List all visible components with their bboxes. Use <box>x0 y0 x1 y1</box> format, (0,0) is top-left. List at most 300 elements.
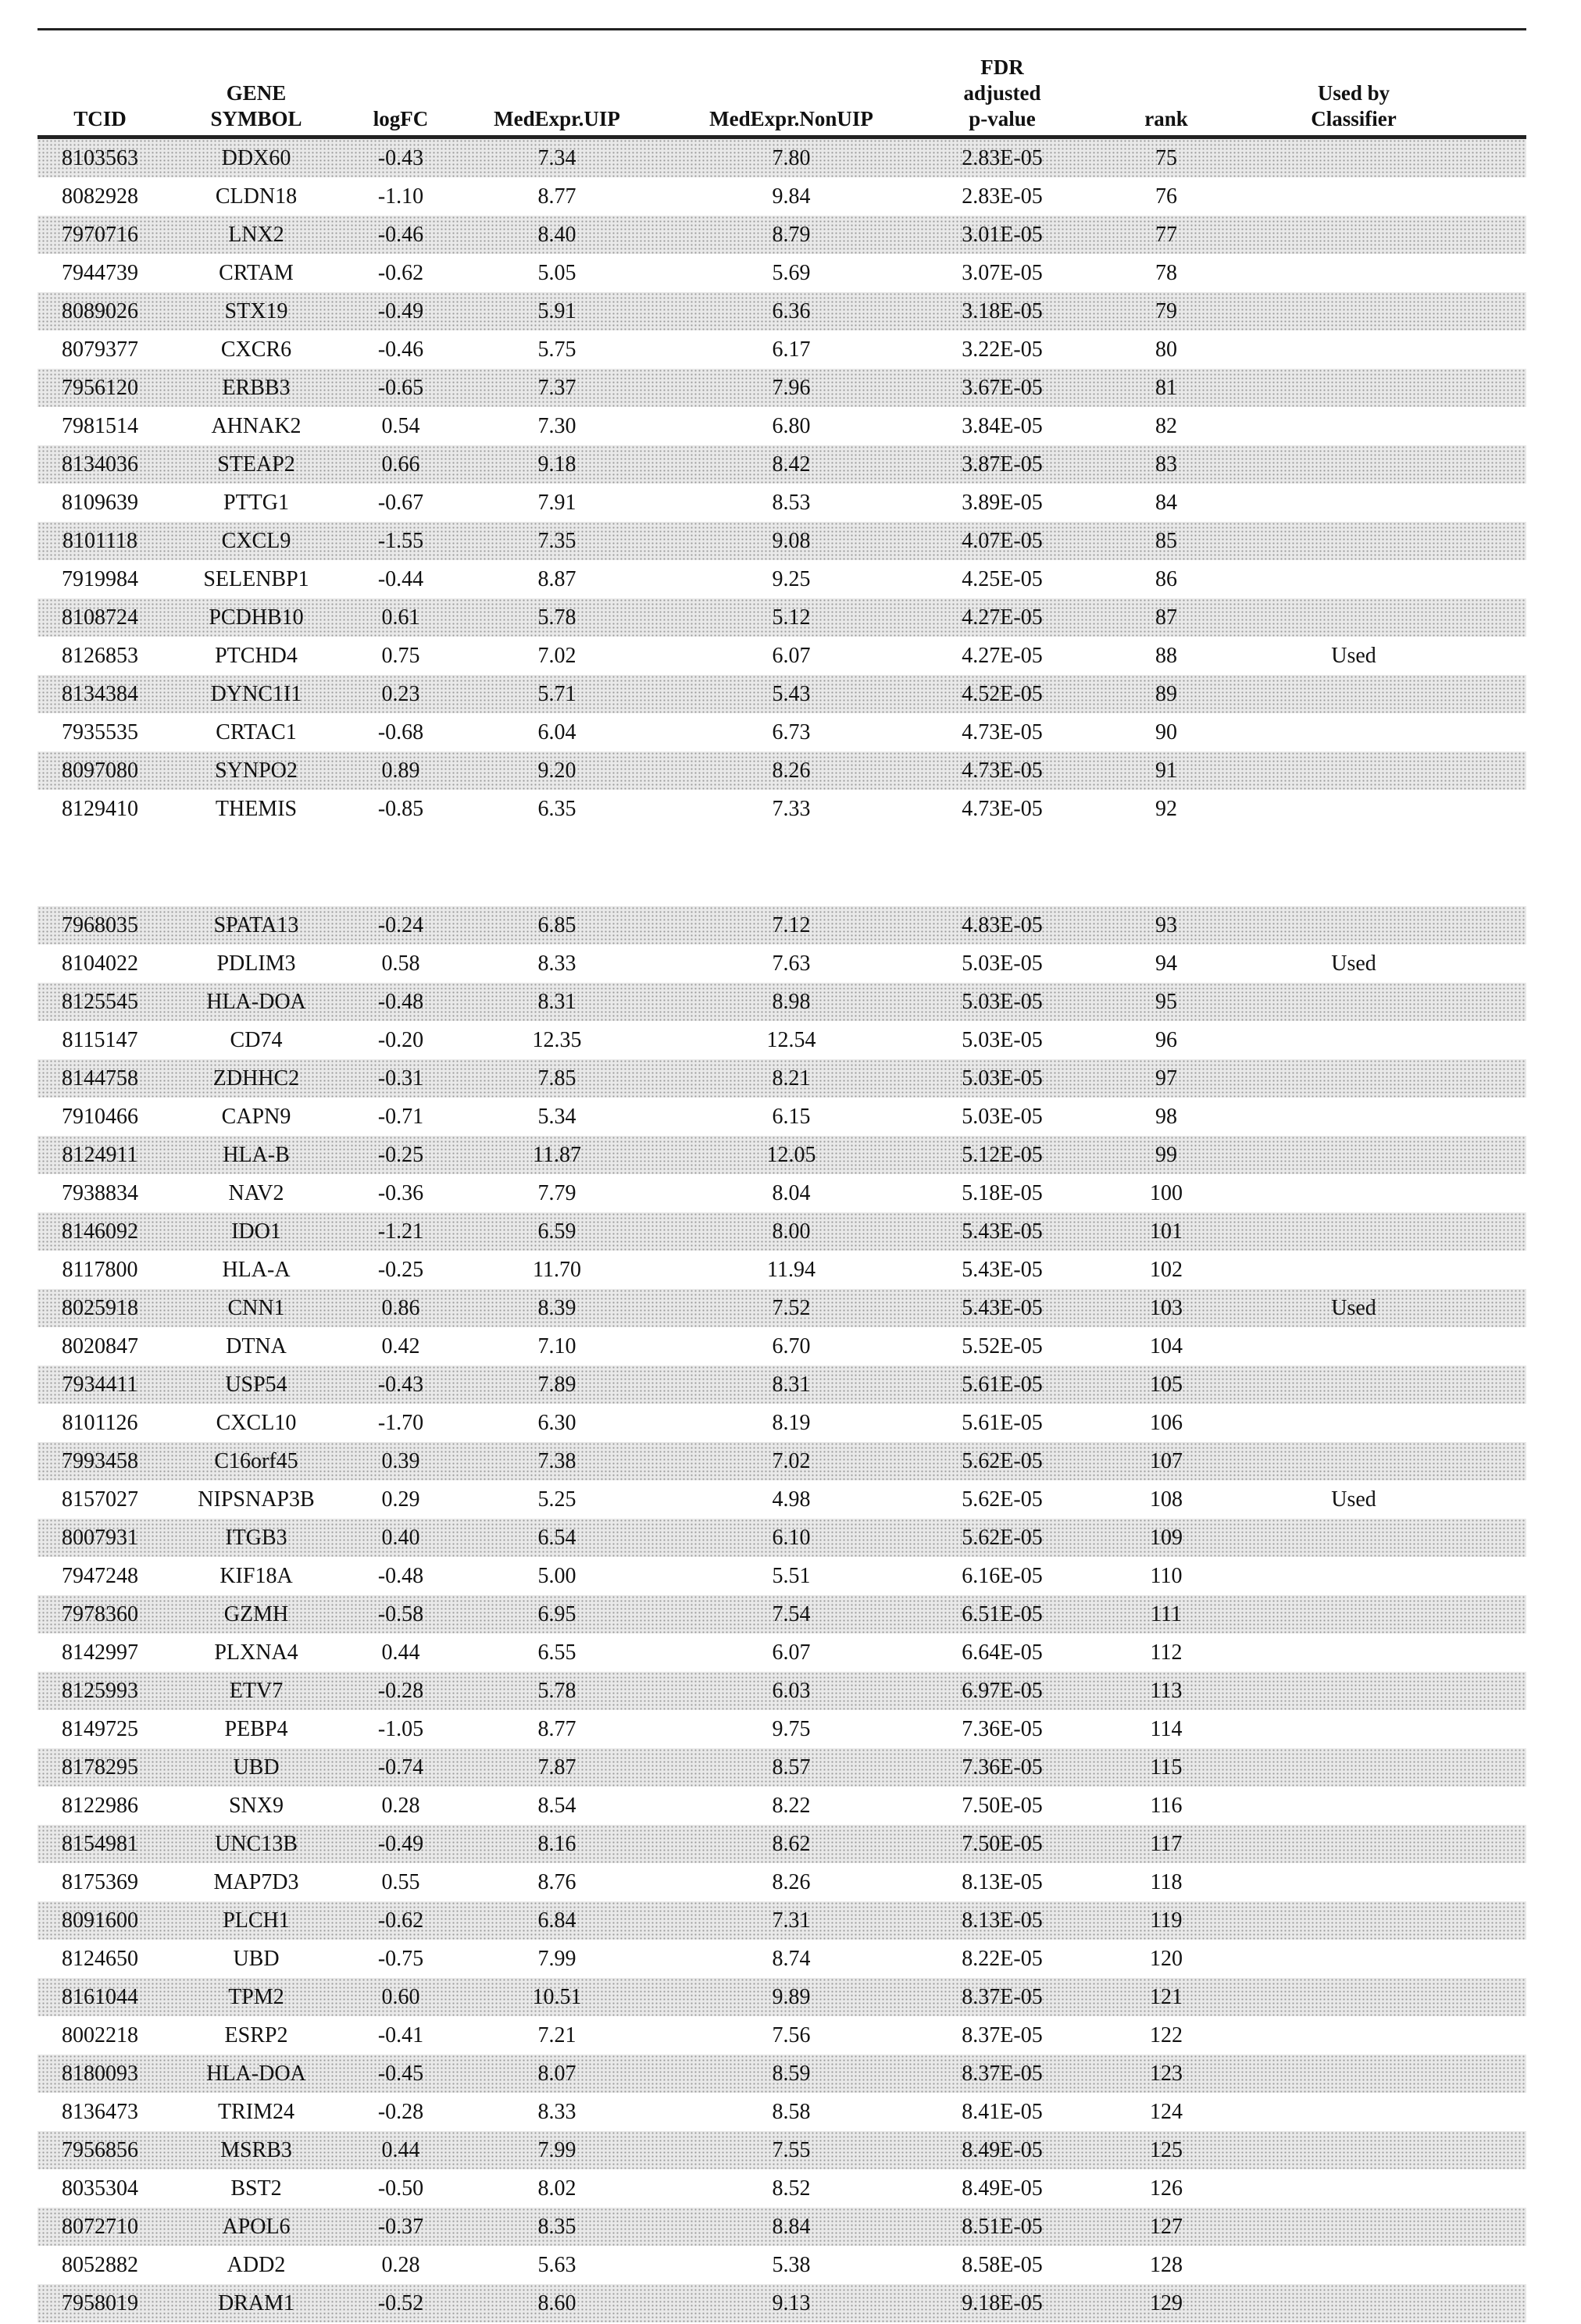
cell-logfc: -0.50 <box>377 2176 424 2201</box>
cell-tcid: 8104022 <box>62 951 138 976</box>
cell-medexpr-nonuip: 5.51 <box>772 1563 811 1588</box>
cell-logfc: 0.40 <box>381 1525 420 1550</box>
table-row <box>37 254 1526 292</box>
cell-tcid: 8091600 <box>62 1908 138 1933</box>
cell-used-by-classifier: Used <box>1331 951 1376 976</box>
cell-tcid: 7970716 <box>62 222 138 247</box>
cell-fdr-pvalue: 4.27E-05 <box>962 605 1043 630</box>
cell-medexpr-uip: 5.75 <box>537 337 576 362</box>
cell-fdr-pvalue: 8.49E-05 <box>962 2137 1043 2162</box>
cell-medexpr-uip: 6.30 <box>537 1410 576 1435</box>
table-row <box>37 1595 1526 1633</box>
header-tcid <box>37 106 162 132</box>
cell-gene-symbol: ADD2 <box>227 2252 286 2277</box>
cell-logfc: -0.28 <box>377 2099 424 2124</box>
cell-logfc: 0.61 <box>381 605 420 630</box>
table-row <box>37 2169 1526 2208</box>
cell-fdr-pvalue: 5.43E-05 <box>962 1295 1043 1320</box>
cell-fdr-pvalue: 6.97E-05 <box>962 1678 1043 1703</box>
cell-logfc: -1.10 <box>377 184 424 209</box>
cell-tcid: 8134384 <box>62 681 138 706</box>
cell-fdr-pvalue: 4.73E-05 <box>962 758 1043 783</box>
cell-fdr-pvalue: 5.03E-05 <box>962 1066 1043 1091</box>
cell-gene-symbol: CLDN18 <box>215 184 298 209</box>
cell-gene-symbol: UBD <box>233 1755 280 1780</box>
cell-tcid: 8115147 <box>62 1027 138 1052</box>
cell-gene-symbol: CXCR6 <box>220 337 292 362</box>
cell-tcid: 8157027 <box>62 1487 138 1512</box>
cell-rank: 127 <box>1150 2214 1183 2239</box>
cell-logfc: -0.43 <box>377 1372 424 1397</box>
cell-fdr-pvalue: 5.61E-05 <box>962 1372 1043 1397</box>
cell-rank: 97 <box>1155 1066 1177 1091</box>
cell-gene-symbol: USP54 <box>225 1372 287 1397</box>
cell-fdr-pvalue: 2.83E-05 <box>962 145 1043 170</box>
cell-rank: 123 <box>1150 2061 1183 2086</box>
cell-tcid: 8108724 <box>62 605 138 630</box>
cell-medexpr-nonuip: 8.22 <box>772 1793 811 1818</box>
cell-gene-symbol: IDO1 <box>231 1219 281 1244</box>
cell-medexpr-uip: 7.99 <box>537 2137 576 2162</box>
cell-medexpr-nonuip: 7.63 <box>772 951 811 976</box>
cell-gene-symbol: HLA-DOA <box>206 2061 306 2086</box>
table-row <box>37 675 1526 713</box>
cell-medexpr-nonuip: 6.73 <box>772 719 811 744</box>
cell-logfc: -0.41 <box>377 2022 424 2047</box>
cell-medexpr-uip: 8.54 <box>537 1793 576 1818</box>
cell-rank: 81 <box>1155 375 1177 400</box>
cell-rank: 110 <box>1150 1563 1183 1588</box>
cell-logfc: -0.25 <box>377 1142 424 1167</box>
cell-fdr-pvalue: 4.07E-05 <box>962 528 1043 553</box>
cell-tcid: 8089026 <box>62 298 138 323</box>
table-row <box>37 1174 1526 1212</box>
table-row <box>37 484 1526 522</box>
cell-logfc: 0.60 <box>381 1984 420 2009</box>
cell-fdr-pvalue: 4.73E-05 <box>962 796 1043 821</box>
header-logfc <box>350 106 451 132</box>
cell-logfc: -0.68 <box>377 719 424 744</box>
table-row <box>37 1978 1526 2016</box>
cell-medexpr-nonuip: 8.31 <box>772 1372 811 1397</box>
table-row <box>37 560 1526 598</box>
cell-gene-symbol: DTNA <box>226 1333 287 1358</box>
header-line: TCID <box>73 107 127 130</box>
cell-medexpr-nonuip: 9.08 <box>772 528 811 553</box>
cell-medexpr-uip: 8.87 <box>537 566 576 591</box>
cell-logfc: -0.74 <box>377 1755 424 1780</box>
table-gap <box>37 828 1526 906</box>
cell-fdr-pvalue: 3.84E-05 <box>962 413 1043 438</box>
cell-medexpr-uip: 7.38 <box>537 1448 576 1473</box>
cell-tcid: 7947248 <box>62 1563 138 1588</box>
table-row <box>37 637 1526 675</box>
cell-fdr-pvalue: 4.73E-05 <box>962 719 1043 744</box>
table-body-block-1 <box>37 139 1526 828</box>
cell-medexpr-uip: 5.71 <box>537 681 576 706</box>
cell-logfc: -0.37 <box>377 2214 424 2239</box>
cell-tcid: 8082928 <box>62 184 138 209</box>
cell-fdr-pvalue: 8.22E-05 <box>962 1946 1043 1971</box>
cell-fdr-pvalue: 3.67E-05 <box>962 375 1043 400</box>
cell-logfc: -0.28 <box>377 1678 424 1703</box>
cell-medexpr-uip: 11.70 <box>533 1257 581 1282</box>
table-row <box>37 1940 1526 1978</box>
cell-logfc: -0.58 <box>377 1601 424 1626</box>
cell-tcid: 8117800 <box>62 1257 138 1282</box>
cell-tcid: 8178295 <box>62 1755 138 1780</box>
cell-medexpr-nonuip: 7.52 <box>772 1295 811 1320</box>
cell-fdr-pvalue: 8.37E-05 <box>962 2022 1043 2047</box>
cell-gene-symbol: UNC13B <box>215 1831 298 1856</box>
cell-gene-symbol: PLXNA4 <box>214 1640 298 1665</box>
header-rank <box>1084 106 1248 132</box>
cell-tcid: 7910466 <box>62 1104 138 1129</box>
cell-medexpr-uip: 6.84 <box>537 1908 576 1933</box>
cell-medexpr-uip: 5.34 <box>537 1104 576 1129</box>
cell-gene-symbol: GZMH <box>223 1601 289 1626</box>
cell-medexpr-nonuip: 7.12 <box>772 912 811 937</box>
cell-gene-symbol: KIF18A <box>219 1563 293 1588</box>
table-row <box>37 1633 1526 1672</box>
table-row <box>37 1519 1526 1557</box>
cell-fdr-pvalue: 8.49E-05 <box>962 2176 1043 2201</box>
cell-logfc: 0.44 <box>381 1640 420 1665</box>
cell-fdr-pvalue: 7.50E-05 <box>962 1793 1043 1818</box>
cell-medexpr-uip: 7.99 <box>537 1946 576 1971</box>
cell-tcid: 8079377 <box>62 337 138 362</box>
cell-medexpr-nonuip: 9.75 <box>772 1716 811 1741</box>
table-row <box>37 1787 1526 1825</box>
cell-tcid: 8101118 <box>62 528 137 553</box>
cell-medexpr-uip: 8.60 <box>537 2290 576 2315</box>
cell-rank: 100 <box>1150 1180 1183 1205</box>
cell-fdr-pvalue: 3.07E-05 <box>962 260 1043 285</box>
cell-gene-symbol: DRAM1 <box>217 2290 294 2315</box>
cell-fdr-pvalue: 6.51E-05 <box>962 1601 1043 1626</box>
cell-rank: 83 <box>1155 452 1177 477</box>
cell-fdr-pvalue: 8.51E-05 <box>962 2214 1043 2239</box>
cell-rank: 90 <box>1155 719 1177 744</box>
cell-tcid: 8146092 <box>62 1219 138 1244</box>
cell-medexpr-nonuip: 5.38 <box>772 2252 811 2277</box>
cell-tcid: 8144758 <box>62 1066 138 1091</box>
cell-gene-symbol: THEMIS <box>215 796 298 821</box>
cell-medexpr-nonuip: 6.10 <box>772 1525 811 1550</box>
cell-fdr-pvalue: 5.03E-05 <box>962 1104 1043 1129</box>
cell-logfc: 0.42 <box>381 1333 420 1358</box>
header-line: FDR <box>980 55 1024 79</box>
cell-medexpr-uip: 12.35 <box>532 1027 582 1052</box>
cell-fdr-pvalue: 8.13E-05 <box>962 1908 1043 1933</box>
header-medexpr-uip <box>451 106 662 132</box>
cell-medexpr-nonuip: 6.07 <box>772 643 811 668</box>
cell-gene-symbol: HLA-DOA <box>206 989 306 1014</box>
cell-rank: 101 <box>1150 1219 1183 1244</box>
cell-gene-symbol: C16orf45 <box>214 1448 298 1473</box>
cell-logfc: -0.49 <box>377 298 424 323</box>
table-row <box>37 1404 1526 1442</box>
cell-gene-symbol: HLA-A <box>222 1257 291 1282</box>
cell-tcid: 8124650 <box>62 1946 138 1971</box>
cell-medexpr-uip: 5.05 <box>537 260 576 285</box>
cell-medexpr-nonuip: 4.98 <box>772 1487 811 1512</box>
cell-logfc: 0.39 <box>381 1448 420 1473</box>
cell-logfc: -1.05 <box>377 1716 424 1741</box>
header-line: Used by <box>1317 81 1390 105</box>
cell-medexpr-uip: 8.77 <box>537 1716 576 1741</box>
table-row <box>37 906 1526 944</box>
cell-medexpr-uip: 9.20 <box>537 758 576 783</box>
cell-medexpr-uip: 8.33 <box>537 2099 576 2124</box>
cell-rank: 77 <box>1155 222 1177 247</box>
header-fdr-pvalue <box>920 55 1084 132</box>
cell-logfc: -0.62 <box>377 1908 424 1933</box>
cell-gene-symbol: SELENBP1 <box>203 566 309 591</box>
cell-medexpr-uip: 6.54 <box>537 1525 576 1550</box>
cell-medexpr-nonuip: 8.74 <box>772 1946 811 1971</box>
cell-medexpr-uip: 8.07 <box>537 2061 576 2086</box>
cell-fdr-pvalue: 3.01E-05 <box>962 222 1043 247</box>
cell-fdr-pvalue: 4.25E-05 <box>962 566 1043 591</box>
cell-fdr-pvalue: 5.62E-05 <box>962 1525 1043 1550</box>
cell-gene-symbol: SNX9 <box>228 1793 284 1818</box>
cell-medexpr-nonuip: 6.15 <box>772 1104 811 1129</box>
cell-rank: 117 <box>1150 1831 1183 1856</box>
cell-logfc: -0.46 <box>377 222 424 247</box>
cell-tcid: 7978360 <box>62 1601 138 1626</box>
cell-rank: 82 <box>1155 413 1177 438</box>
cell-gene-symbol: PTCHD4 <box>215 643 298 668</box>
cell-fdr-pvalue: 3.87E-05 <box>962 452 1043 477</box>
table-row <box>37 1098 1526 1136</box>
cell-medexpr-uip: 8.35 <box>537 2214 576 2239</box>
cell-rank: 113 <box>1150 1678 1183 1703</box>
table-row <box>37 2016 1526 2054</box>
table-row <box>37 2208 1526 2246</box>
cell-rank: 111 <box>1151 1601 1182 1626</box>
cell-logfc: 0.66 <box>381 452 420 477</box>
cell-rank: 118 <box>1150 1869 1183 1894</box>
cell-medexpr-nonuip: 7.02 <box>772 1448 811 1473</box>
cell-fdr-pvalue: 5.03E-05 <box>962 989 1043 1014</box>
cell-gene-symbol: TRIM24 <box>218 2099 294 2124</box>
cell-medexpr-nonuip: 9.89 <box>772 1984 811 2009</box>
cell-medexpr-nonuip: 11.94 <box>767 1257 815 1282</box>
cell-medexpr-uip: 7.79 <box>537 1180 576 1205</box>
header-medexpr-nonuip <box>662 106 920 132</box>
cell-medexpr-nonuip: 9.13 <box>772 2290 811 2315</box>
cell-fdr-pvalue: 5.18E-05 <box>962 1180 1043 1205</box>
cell-medexpr-uip: 5.63 <box>537 2252 576 2277</box>
cell-medexpr-uip: 6.95 <box>537 1601 576 1626</box>
cell-medexpr-nonuip: 6.70 <box>772 1333 811 1358</box>
cell-tcid: 8072710 <box>62 2214 138 2239</box>
cell-rank: 79 <box>1155 298 1177 323</box>
cell-medexpr-uip: 8.31 <box>537 989 576 1014</box>
cell-fdr-pvalue: 5.61E-05 <box>962 1410 1043 1435</box>
table-row <box>37 1327 1526 1365</box>
cell-medexpr-uip: 5.91 <box>537 298 576 323</box>
cell-fdr-pvalue: 5.52E-05 <box>962 1333 1043 1358</box>
cell-fdr-pvalue: 6.64E-05 <box>962 1640 1043 1665</box>
cell-logfc: -1.70 <box>377 1410 424 1435</box>
cell-tcid: 8007931 <box>62 1525 138 1550</box>
cell-logfc: -0.25 <box>377 1257 424 1282</box>
cell-gene-symbol: SYNPO2 <box>215 758 298 783</box>
cell-tcid: 7993458 <box>62 1448 138 1473</box>
cell-rank: 120 <box>1150 1946 1183 1971</box>
cell-fdr-pvalue: 8.37E-05 <box>962 1984 1043 2009</box>
cell-tcid: 8125545 <box>62 989 138 1014</box>
cell-medexpr-nonuip: 12.05 <box>766 1142 816 1167</box>
cell-tcid: 8097080 <box>62 758 138 783</box>
table-body-block-2 <box>37 906 1526 2322</box>
cell-logfc: -0.20 <box>377 1027 424 1052</box>
cell-rank: 122 <box>1150 2022 1183 2047</box>
cell-tcid: 8103563 <box>62 145 138 170</box>
table-row <box>37 369 1526 407</box>
table-row <box>37 1212 1526 1251</box>
cell-tcid: 8020847 <box>62 1333 138 1358</box>
cell-gene-symbol: NAV2 <box>228 1180 284 1205</box>
cell-gene-symbol: PEBP4 <box>224 1716 288 1741</box>
cell-medexpr-uip: 7.30 <box>537 413 576 438</box>
cell-gene-symbol: APOL6 <box>222 2214 291 2239</box>
cell-rank: 121 <box>1150 1984 1183 2009</box>
header-line: logFC <box>373 107 429 130</box>
cell-gene-symbol: PCDHB10 <box>209 605 304 630</box>
table-row <box>37 2093 1526 2131</box>
cell-rank: 128 <box>1150 2252 1183 2277</box>
cell-logfc: 0.86 <box>381 1295 420 1320</box>
table-row <box>37 1442 1526 1480</box>
cell-tcid: 7958019 <box>62 2290 138 2315</box>
cell-rank: 91 <box>1155 758 1177 783</box>
table-row <box>37 330 1526 369</box>
cell-logfc: -0.71 <box>377 1104 424 1129</box>
cell-medexpr-uip: 8.33 <box>537 951 576 976</box>
table-row <box>37 2284 1526 2322</box>
cell-medexpr-nonuip: 6.03 <box>772 1678 811 1703</box>
table-row <box>37 522 1526 560</box>
cell-tcid: 8124911 <box>62 1142 138 1167</box>
cell-medexpr-nonuip: 8.04 <box>772 1180 811 1205</box>
cell-medexpr-nonuip: 8.84 <box>772 2214 811 2239</box>
cell-medexpr-uip: 7.35 <box>537 528 576 553</box>
cell-rank: 96 <box>1155 1027 1177 1052</box>
cell-fdr-pvalue: 4.27E-05 <box>962 643 1043 668</box>
table-row <box>37 2131 1526 2169</box>
cell-rank: 93 <box>1155 912 1177 937</box>
cell-medexpr-nonuip: 7.80 <box>772 145 811 170</box>
cell-medexpr-uip: 7.21 <box>537 2022 576 2047</box>
table-row <box>37 1710 1526 1748</box>
cell-medexpr-nonuip: 7.54 <box>772 1601 811 1626</box>
cell-medexpr-uip: 8.77 <box>537 184 576 209</box>
cell-logfc: 0.28 <box>381 1793 420 1818</box>
cell-rank: 78 <box>1155 260 1177 285</box>
cell-medexpr-uip: 10.51 <box>532 1984 582 2009</box>
table-row <box>37 1863 1526 1901</box>
cell-fdr-pvalue: 3.22E-05 <box>962 337 1043 362</box>
cell-gene-symbol: STX19 <box>224 298 288 323</box>
header-line: GENE <box>226 81 287 105</box>
header-used-by-classifier <box>1248 80 1459 132</box>
cell-gene-symbol: PDLIM3 <box>216 951 296 976</box>
cell-medexpr-nonuip: 5.69 <box>772 260 811 285</box>
cell-medexpr-uip: 8.16 <box>537 1831 576 1856</box>
cell-medexpr-nonuip: 8.52 <box>772 2176 811 2201</box>
header-line: SYMBOL <box>210 107 302 130</box>
cell-medexpr-uip: 7.10 <box>537 1333 576 1358</box>
cell-gene-symbol: ESRP2 <box>224 2022 288 2047</box>
cell-medexpr-uip: 7.87 <box>537 1755 576 1780</box>
cell-medexpr-uip: 8.76 <box>537 1869 576 1894</box>
table-row <box>37 177 1526 216</box>
cell-logfc: -0.46 <box>377 337 424 362</box>
cell-gene-symbol: TPM2 <box>228 1984 284 2009</box>
cell-fdr-pvalue: 5.62E-05 <box>962 1448 1043 1473</box>
cell-tcid: 7938834 <box>62 1180 138 1205</box>
cell-fdr-pvalue: 5.03E-05 <box>962 1027 1043 1052</box>
cell-medexpr-uip: 9.18 <box>537 452 576 477</box>
table-row <box>37 944 1526 983</box>
cell-medexpr-nonuip: 12.54 <box>766 1027 816 1052</box>
cell-medexpr-uip: 6.35 <box>537 796 576 821</box>
cell-medexpr-nonuip: 6.36 <box>772 298 811 323</box>
cell-gene-symbol: DDX60 <box>221 145 291 170</box>
cell-rank: 108 <box>1150 1487 1183 1512</box>
header-line: MedExpr.UIP <box>494 107 620 130</box>
cell-logfc: 0.55 <box>381 1869 420 1894</box>
cell-gene-symbol: BST2 <box>230 2176 282 2201</box>
cell-fdr-pvalue: 8.41E-05 <box>962 2099 1043 2124</box>
cell-rank: 125 <box>1150 2137 1183 2162</box>
cell-fdr-pvalue: 5.43E-05 <box>962 1257 1043 1282</box>
cell-tcid: 8101126 <box>62 1410 138 1435</box>
cell-rank: 86 <box>1155 566 1177 591</box>
cell-fdr-pvalue: 3.89E-05 <box>962 490 1043 515</box>
cell-medexpr-nonuip: 8.59 <box>772 2061 811 2086</box>
cell-tcid: 8149725 <box>62 1716 138 1741</box>
cell-medexpr-uip: 7.91 <box>537 490 576 515</box>
cell-medexpr-uip: 6.55 <box>537 1640 576 1665</box>
cell-logfc: -0.48 <box>377 989 424 1014</box>
cell-logfc: 0.58 <box>381 951 420 976</box>
table-row <box>37 1251 1526 1289</box>
header-line: adjusted <box>963 81 1041 105</box>
cell-gene-symbol: DYNC1I1 <box>210 681 302 706</box>
table-row <box>37 1136 1526 1174</box>
table-row <box>37 1480 1526 1519</box>
cell-rank: 114 <box>1150 1716 1183 1741</box>
cell-logfc: -0.43 <box>377 145 424 170</box>
cell-fdr-pvalue: 4.52E-05 <box>962 681 1043 706</box>
cell-gene-symbol: ZDHHC2 <box>212 1066 300 1091</box>
cell-medexpr-uip: 6.85 <box>537 912 576 937</box>
cell-medexpr-uip: 7.34 <box>537 145 576 170</box>
cell-rank: 84 <box>1155 490 1177 515</box>
cell-fdr-pvalue: 9.18E-05 <box>962 2290 1043 2315</box>
cell-medexpr-nonuip: 8.19 <box>772 1410 811 1435</box>
table-row <box>37 713 1526 751</box>
cell-rank: 87 <box>1155 605 1177 630</box>
cell-logfc: 0.23 <box>381 681 420 706</box>
cell-logfc: -1.21 <box>377 1219 424 1244</box>
cell-rank: 85 <box>1155 528 1177 553</box>
cell-medexpr-uip: 11.87 <box>533 1142 581 1167</box>
